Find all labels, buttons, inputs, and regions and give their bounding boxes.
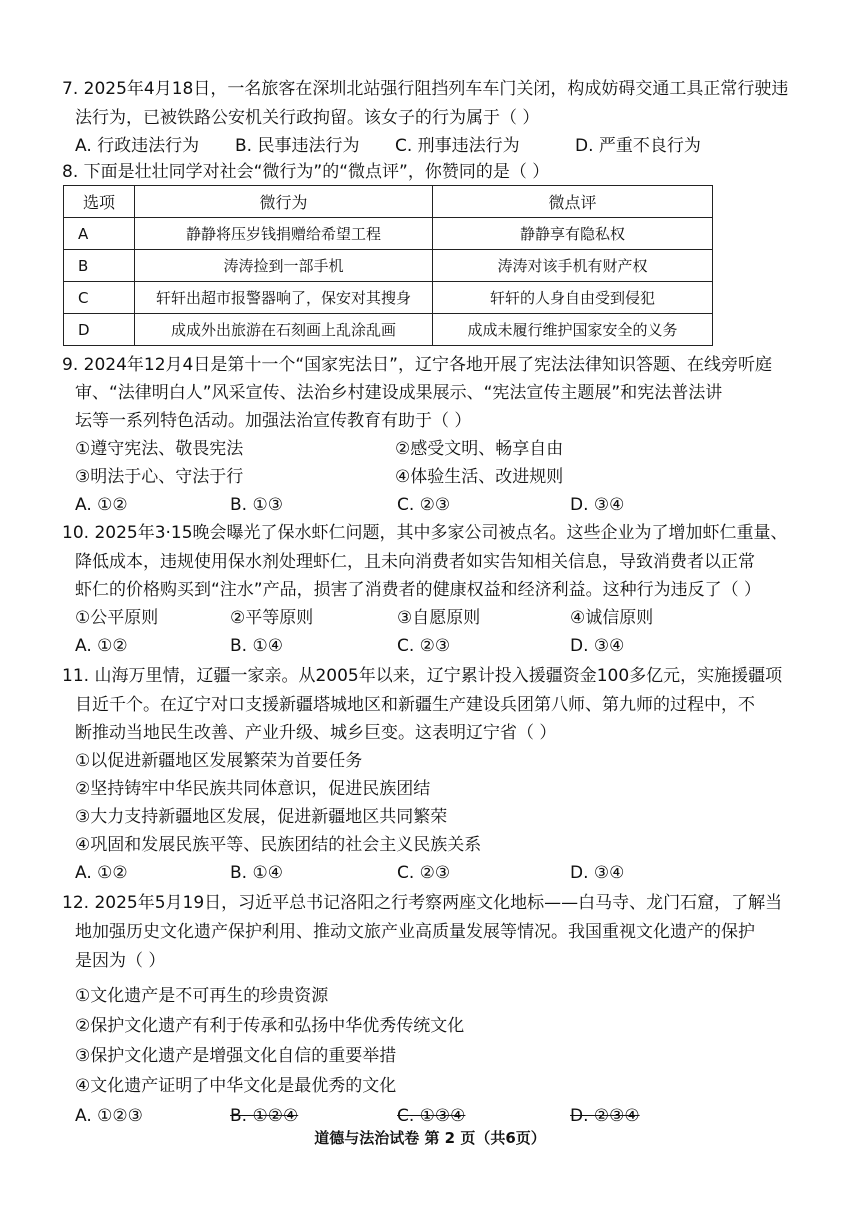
q12-item-1: ①文化遗产是不可再生的珍贵资源 bbox=[75, 986, 329, 1006]
table-row bbox=[64, 218, 713, 250]
q7-option-c: C. 刑事违法行为 bbox=[395, 136, 520, 156]
q8-row-comment: 成成未履行维护国家安全的义务 bbox=[433, 314, 713, 346]
q9-stem-line1: 9. 2024年12月4日是第十一个“国家宪法日”，辽宁各地开展了宪法法律知识答题、在线旁听庭 bbox=[62, 355, 772, 375]
q10-item-3: ③自愿原则 bbox=[397, 608, 481, 628]
q7-option-a: A. 行政违法行为 bbox=[75, 136, 200, 156]
table-row bbox=[64, 282, 713, 314]
q8-header-comment: 微点评 bbox=[433, 186, 713, 218]
q7-stem-line1: 7. 2025年4月18日，一名旅客在深圳北站强行阻挡列车车门关闭，构成妨碍交通工具正常行驶违 bbox=[62, 79, 789, 99]
q9-option-d: D. ③④ bbox=[570, 495, 625, 515]
q12-option-c: C. ①③④ bbox=[397, 1106, 466, 1126]
q8-row-action: 成成外出旅游在石刻画上乱涂乱画 bbox=[135, 314, 433, 346]
q8-row-comment: 涛涛对该手机有财产权 bbox=[433, 250, 713, 282]
q12-option-d: D. ②③④ bbox=[570, 1106, 640, 1126]
q10-option-b: B. ①④ bbox=[230, 636, 283, 656]
q8-table bbox=[63, 185, 713, 346]
q11-stem-line3: 断推动当地民生改善、产业升级、城乡巨变。这表明辽宁省（ ） bbox=[75, 723, 557, 743]
q8-row-action: 静静将压岁钱捐赠给希望工程 bbox=[135, 218, 433, 250]
q11-item-2: ②坚持铸牢中华民族共同体意识，促进民族团结 bbox=[75, 779, 431, 799]
q12-item-3: ③保护文化遗产是增强文化自信的重要举措 bbox=[75, 1046, 397, 1066]
q9-option-b: B. ①③ bbox=[230, 495, 283, 515]
q10-stem-line3: 虾仁的价格购买到“注水”产品，损害了消费者的健康权益和经济利益。这种行为违反了（ ） bbox=[75, 580, 762, 600]
q10-option-c: C. ②③ bbox=[397, 636, 451, 656]
q11-option-a: A. ①② bbox=[75, 863, 128, 883]
q12-item-2: ②保护文化遗产有利于传承和弘扬中华优秀传统文化 bbox=[75, 1016, 465, 1036]
table-row bbox=[64, 250, 713, 282]
q12-item-4: ④文化遗产证明了中华文化是最优秀的文化 bbox=[75, 1076, 397, 1096]
q8-row-option: D bbox=[64, 314, 135, 346]
q10-item-2: ②平等原则 bbox=[230, 608, 314, 628]
q11-item-3: ③大力支持新疆地区发展，促进新疆地区共同繁荣 bbox=[75, 807, 448, 827]
q10-stem-line1: 10. 2025年3·15晚会曝光了保水虾仁问题，其中多家公司被点名。这些企业为了增加虾仁重量、 bbox=[62, 523, 788, 543]
q12-option-b: B. ①②④ bbox=[230, 1106, 299, 1126]
q7-stem-line2: 法行为，已被铁路公安机关行政拘留。该女子的行为属于（ ） bbox=[75, 108, 540, 128]
q10-option-d: D. ③④ bbox=[570, 636, 625, 656]
q7-option-b: B. 民事违法行为 bbox=[235, 136, 360, 156]
q11-option-d: D. ③④ bbox=[570, 863, 625, 883]
q9-item-3: ③明法于心、守法于行 bbox=[75, 467, 244, 487]
q9-option-a: A. ①② bbox=[75, 495, 128, 515]
table-row bbox=[64, 314, 713, 346]
q10-option-a: A. ①② bbox=[75, 636, 128, 656]
q9-item-1: ①遵守宪法、敬畏宪法 bbox=[75, 439, 244, 459]
q10-stem-line2: 降低成本，违规使用保水剂处理虾仁，且未向消费者如实告知相关信息，导致消费者以正常 bbox=[75, 552, 755, 572]
q9-stem-line3: 坛等一系列特色活动。加强法治宣传教育有助于（ ） bbox=[75, 411, 472, 431]
q12-stem-line1: 12. 2025年5月19日，习近平总书记洛阳之行考察两座文化地标——白马寺、龙门石窟，了解当 bbox=[62, 893, 783, 913]
q11-option-b: B. ①④ bbox=[230, 863, 283, 883]
q12-stem-line3: 是因为（ ） bbox=[75, 951, 166, 971]
q11-option-c: C. ②③ bbox=[397, 863, 451, 883]
q8-row-comment: 静静享有隐私权 bbox=[433, 218, 713, 250]
q8-row-option: C bbox=[64, 282, 135, 314]
q8-header-option: 选项 bbox=[64, 186, 135, 218]
q10-item-4: ④诚信原则 bbox=[570, 608, 654, 628]
q8-header-action: 微行为 bbox=[135, 186, 433, 218]
q8-table-header bbox=[64, 186, 713, 218]
q11-stem-line1: 11. 山海万里情，辽疆一家亲。从2005年以来，辽宁累计投入援疆资金100多亿元，实施援疆项 bbox=[62, 666, 783, 686]
q10-item-1: ①公平原则 bbox=[75, 608, 159, 628]
q12-option-a: A. ①②③ bbox=[75, 1106, 143, 1126]
q9-item-4: ④体验生活、改进规则 bbox=[395, 467, 564, 487]
q9-option-c: C. ②③ bbox=[397, 495, 451, 515]
q8-row-option: A bbox=[64, 218, 135, 250]
q11-item-4: ④巩固和发展民族平等、民族团结的社会主义民族关系 bbox=[75, 835, 482, 855]
q8-row-comment: 轩轩的人身自由受到侵犯 bbox=[433, 282, 713, 314]
q8-row-action: 轩轩出超市报警器响了，保安对其搜身 bbox=[135, 282, 433, 314]
q8-row-option: B bbox=[64, 250, 135, 282]
q11-item-1: ①以促进新疆地区发展繁荣为首要任务 bbox=[75, 751, 363, 771]
q11-stem-line2: 目近千个。在辽宁对口支援新疆塔城地区和新疆生产建设兵团第八师、第九师的过程中，不 bbox=[75, 695, 755, 715]
q7-option-d: D. 严重不良行为 bbox=[575, 136, 701, 156]
q9-item-2: ②感受文明、畅享自由 bbox=[395, 439, 564, 459]
q12-stem-line2: 地加强历史文化遗产保护利用、推动文旅产业高质量发展等情况。我国重视文化遗产的保护 bbox=[75, 922, 755, 942]
q9-stem-line2: 审、“法律明白人”风采宣传、法治乡村建设成果展示、“宪法宣传主题展”和宪法普法讲 bbox=[75, 383, 723, 403]
q8-row-action: 涛涛捡到一部手机 bbox=[135, 250, 433, 282]
page-footer: 道德与法治试卷 第 2 页（共6页） bbox=[314, 1129, 546, 1147]
q8-stem: 8. 下面是壮壮同学对社会“微行为”的“微点评”，你赞同的是（ ） bbox=[62, 162, 550, 182]
